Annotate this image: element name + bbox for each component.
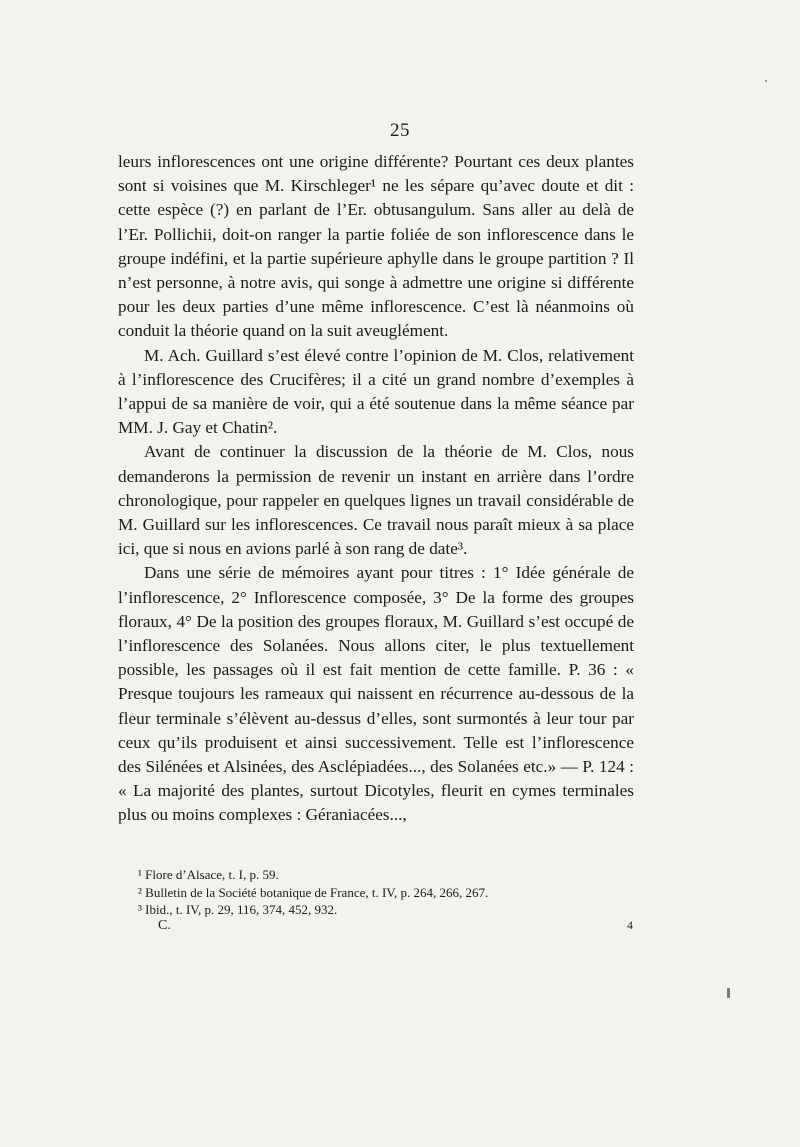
paragraph-2: M. Ach. Guillard s’est élevé contre l’opinion de M. Clos, relativement à l’inflorescence des Crucifères; il a cité un grand nombre d’exemples à l’appui de sa manière de voir, qui a été soutenue dans la même séance par MM. J. Gay et Chatin². xyxy=(118,345,634,438)
paper-speck xyxy=(727,988,730,998)
footnote-2: ² Bulletin de la Société botanique de France, t. IV, p. 264, 266, 267. xyxy=(138,884,489,900)
paragraph-3: Avant de continuer la discussion de la théorie de M. Clos, nous demanderons la permission de revenir un instant en arrière dans l’ordre chronologique, pour rappeler en quelques lignes un travail considérable de M. Guillard sur les inflorescences. Ce travail nous paraît mieux à sa place ici, que si nous en avions parlé à son rang de date³. xyxy=(118,442,634,559)
paragraph-4: Dans une série de mémoires ayant pour titres : 1° Idée générale de l’inflorescence, 2° Inflorescence composée, 3° De la forme des groupes floraux, 4° De la position des groupes floraux, M. Guillard s’est occupé de l’inflorescence des Solanées. Nous allons citer, le plus textuellement possible, les passages où il est fait mention de cette famille. P. 36 : « Presque toujours les rameaux qui naissent en récurrence au-dessous de la fleur terminale s’élèvent au-dessus d’elles, sont surmontés à leur tour par ceux qu’ils produisent et ainsi successivement. Telle est l’inflorescence des Silénées et Alsinées, des Asclépiadées..., des Solanées etc.» — P. 124 : « La majorité des plantes, surtout Dicotyles, fleurit en cymes terminales plus ou moins complexes : Géraniacées..., xyxy=(118,563,634,825)
body-text xyxy=(118,150,634,828)
paragraph-1: leurs inflorescences ont une origine différente? Pourtant ces deux plantes sont si voisines que M. Kirschleger¹ ne les sépare qu’avec doute et dit : cette espèce (?) en parlant de l’Er. obtusangulum. Sans aller au delà de l’Er. Pollichii, doit-on ranger la partie foliée de son inflorescence dans le groupe indéfini, et la partie supérieure aphylle dans le groupe partition ? Il n’est personne, à notre avis, qui songe à admettre une origine si différente pour les deux parties d’une même inflorescence. C’est là néanmoins où conduit la théorie quand on la suit aveuglément. xyxy=(118,152,634,341)
footnote-1: ¹ Flore d’Alsace, t. I, p. 59. xyxy=(138,867,279,882)
page-number: 25 xyxy=(390,120,410,141)
signature-mark-left: C. xyxy=(158,918,171,933)
footnotes xyxy=(118,866,634,919)
signature-mark-right: 4 xyxy=(627,918,633,932)
paper-speck xyxy=(765,80,767,82)
footnote-3: ³ Ibid., t. IV, p. 29, 116, 374, 452, 932. xyxy=(138,902,338,917)
